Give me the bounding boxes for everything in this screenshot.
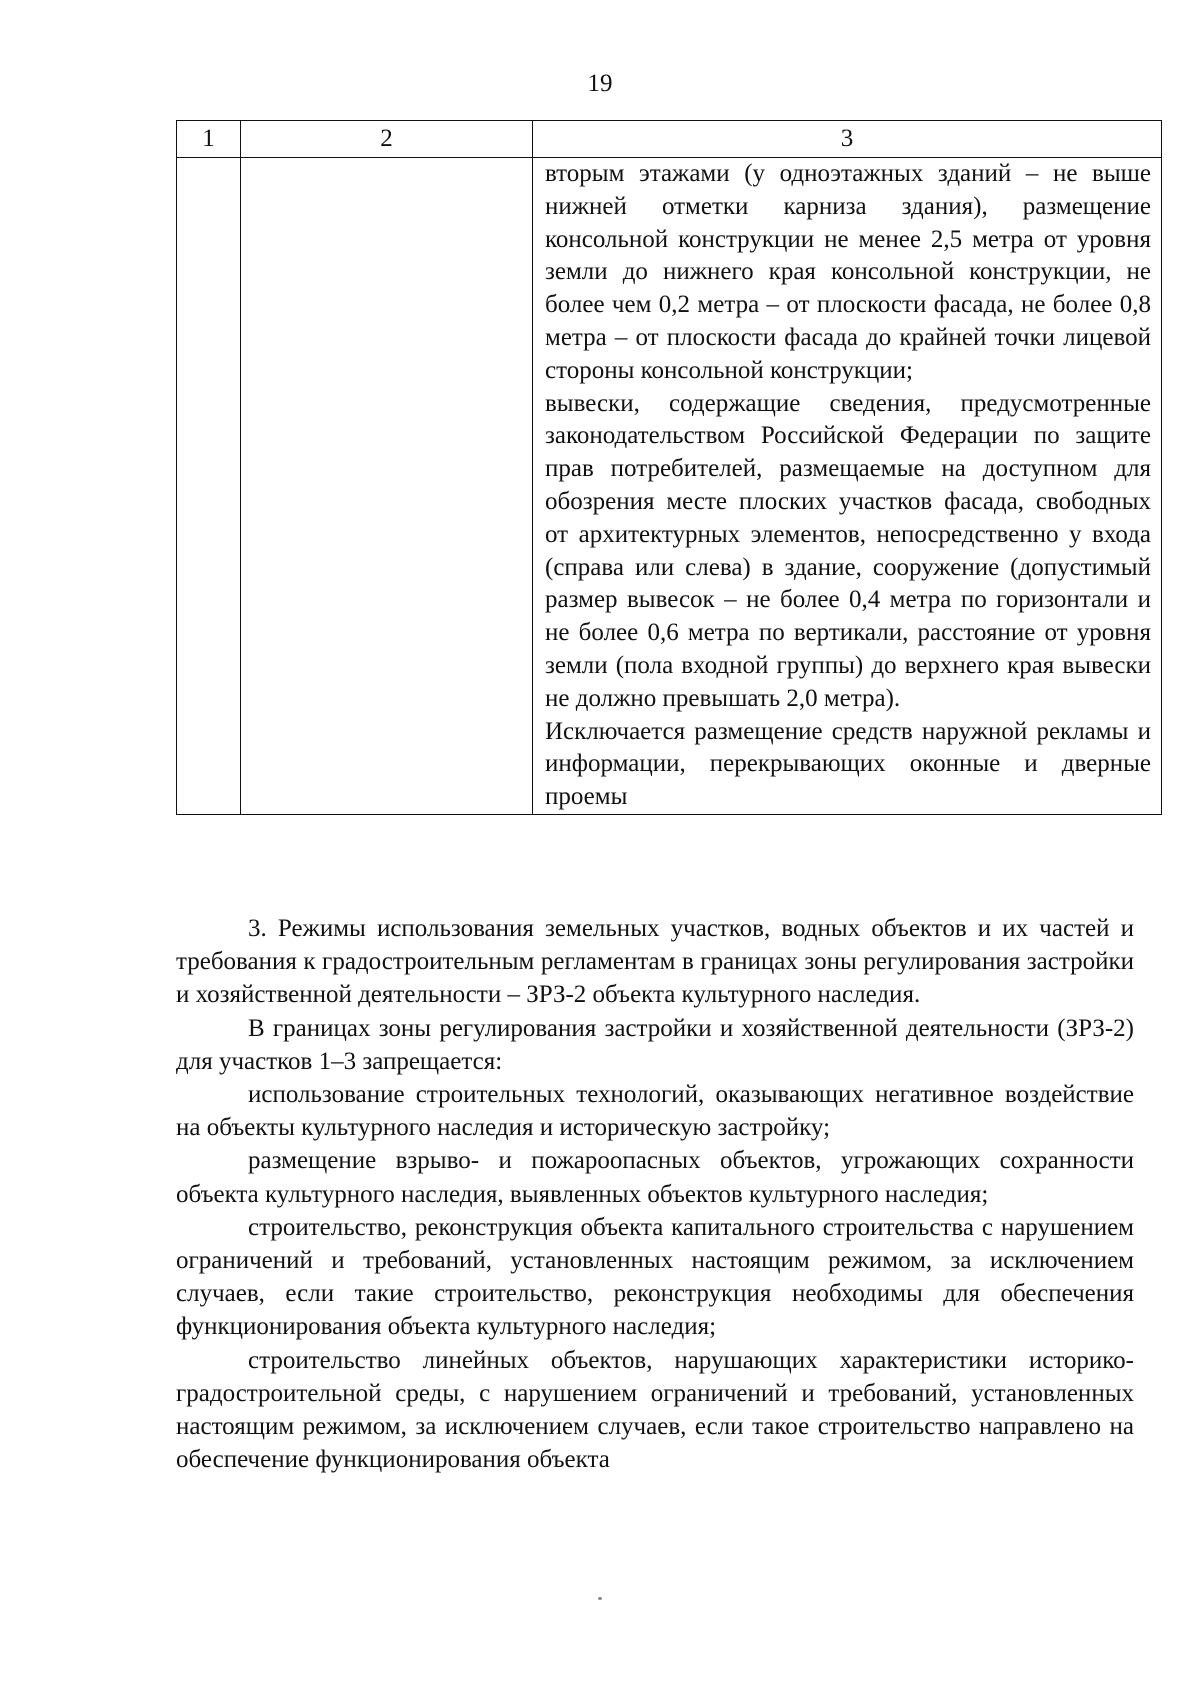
table-cell-col-2 bbox=[241, 158, 533, 815]
regulations-table bbox=[176, 120, 1162, 815]
body-paragraph: строительство, реконструкция объекта капитального строительства с нарушением ограничений и требований, установленных настоящим режимом, за исключением случаев, если такие строительство, реконструкция необходимы для обеспечения функционирования объекта культурного наследия; bbox=[176, 1213, 1134, 1341]
body-paragraph: использование строительных технологий, оказывающих негативное воздействие на объекты культурного наследия и историческую застройку; bbox=[176, 1081, 1134, 1142]
table-row bbox=[177, 158, 1162, 815]
body-paragraph: размещение взрыво- и пожароопасных объектов, угрожающих сохранности объекта культурного наследия, выявленных объектов культурного наследия; bbox=[176, 1147, 1134, 1208]
body-paragraph: строительство линейных объектов, нарушающих характеристики историко-градостроительной среды, с нарушением ограничений и требований, установленных настоящим режимом, за исключением случаев, если такое строительство направлено на обеспечение функционирования объекта bbox=[176, 1346, 1134, 1474]
table-cell-col-1 bbox=[177, 158, 241, 815]
body-paragraph: В границах зоны регулирования застройки и хозяйственной деятельности (ЗРЗ-2) для участков 1–3 запрещается: bbox=[176, 1014, 1134, 1075]
table-cell-paragraph: вывески, содержащие сведения, предусмотренные законодательством Российской Федерации по защите прав потребителей, размещаемые на доступном для обозрения месте плоских участков фасада, свободных от архитектурных элементов, непосредственно у входа (справа или слева) в здание, сооружение (допустимый размер вывесок – не более 0,4 метра по горизонтали и не более 0,6 метра по вертикали, расстояние от уровня земли (пола входной группы) до верхнего края вывески не должно превышать 2,0 метра). bbox=[545, 389, 1151, 712]
table-header-col-1: 1 bbox=[177, 121, 241, 158]
document-body bbox=[176, 912, 1134, 1476]
table-cell-paragraph: вторым этажами (у одноэтажных зданий – не выше нижней отметки карниза здания), размещение консольной конструкции не менее 2,5 метра от уровня земли до нижнего края консольной конструкции, не более чем 0,2 метра – от плоскости фасада, не более 0,8 метра – от плоскости фасада до крайней точки лицевой стороны консольной конструкции; bbox=[545, 160, 1151, 384]
table-cell-col-3 bbox=[533, 158, 1162, 815]
table-cell-paragraph: Исключается размещение средств наружной рекламы и информации, перекрывающих оконные и дверные проемы bbox=[545, 717, 1151, 811]
table-cell-text bbox=[533, 158, 1161, 814]
page-number: 19 bbox=[587, 70, 613, 97]
body-paragraph: 3. Режимы использования земельных участков, водных объектов и их частей и требования к градостроительным регламентам в границах зоны регулирования застройки и хозяйственной деятельности – ЗРЗ-2 объекта культурного наследия. bbox=[176, 915, 1134, 1009]
table-header-col-3: 3 bbox=[533, 121, 1162, 158]
scan-artifact bbox=[598, 1597, 602, 1600]
table-header-row bbox=[177, 121, 1162, 158]
table-header-col-2: 2 bbox=[241, 121, 533, 158]
